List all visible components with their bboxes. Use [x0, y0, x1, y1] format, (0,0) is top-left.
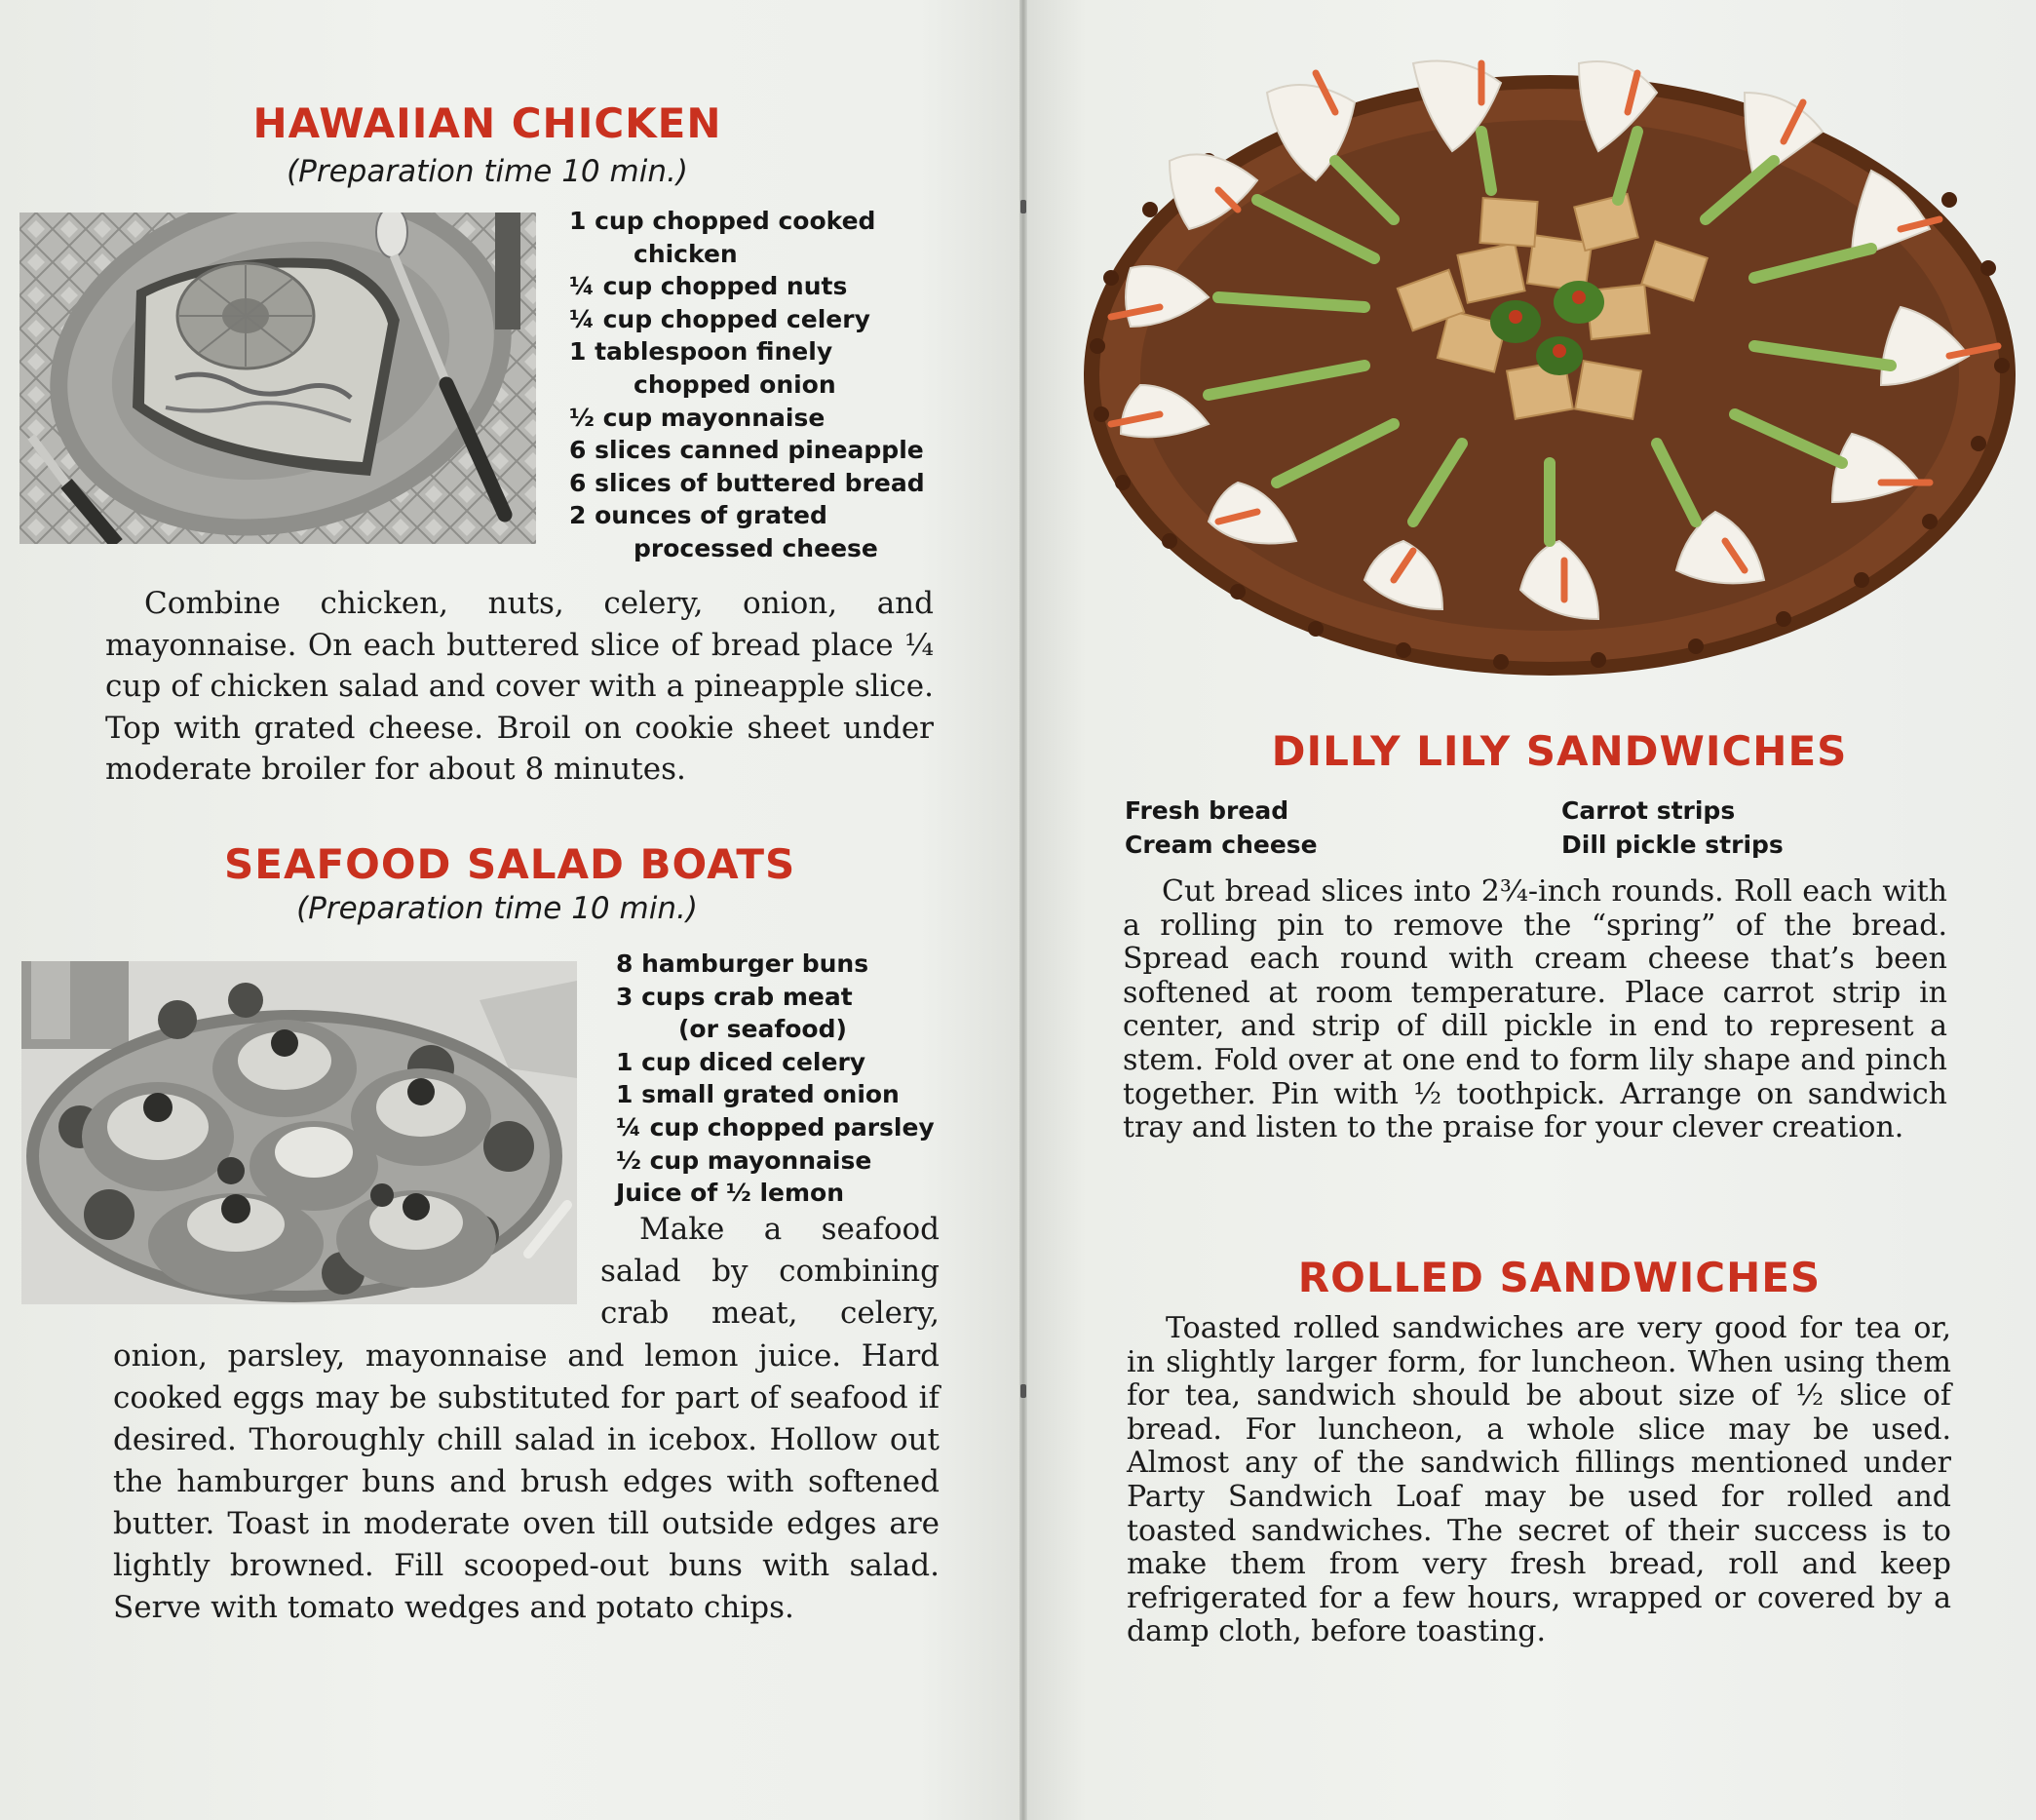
- ingredient-line: 3 cups crab meat: [616, 982, 853, 1011]
- dilly-lily-sandwiches-title: DILLY LILY SANDWICHES: [1271, 727, 1848, 775]
- rolled-sandwiches-title: ROLLED SANDWICHES: [1297, 1254, 1822, 1301]
- ingredient-line: ¼ cup chopped celery: [569, 304, 870, 333]
- hawaiian-chicken-illustration: [19, 213, 536, 544]
- ingredient-line: 1 small grated onion: [616, 1080, 900, 1109]
- ingredient-line: 6 slices canned pineapple: [569, 436, 924, 465]
- rolled-directions: Toasted rolled sandwiches are very good for tea or, in slightly larger form, for luncheon. When using them for tea, sandwich should be about size of ½ slice of bread. For luncheon, a whole slice may be used. Almost any of the sandwich fillings mentioned under Party Sandwich Loaf may be used for rolled and toasted sandwiches. The secret of their success is to make them from very fresh bread, roll and keep refrigerated for a few hours, wrapped or covered by a damp cloth, before toasting.: [1127, 1311, 1951, 1649]
- ingredient-line: (or seafood): [678, 1015, 847, 1044]
- seafood-salad-boats-title: SEAFOOD SALAD BOATS: [224, 840, 796, 888]
- ingredient-line: 1 tablespoon finely: [569, 337, 833, 367]
- dilly-directions: Cut bread slices into 2¾-inch rounds. Roll each with a rolling pin to remove the “spring” of the bread. Spread each round with cream cheese that’s been softened at room temperature. Place carrot strip in center, and strip of dill pickle in end to represent a stem. Fold over at one end to form lily shape and pinch together. Pin with ½ toothpick. Arrange on sandwich tray and listen to the praise for your clever creation.: [1123, 874, 1947, 1145]
- ingredient-line: 1 cup chopped cooked: [569, 207, 876, 235]
- seafood-ingredients: [616, 948, 935, 1210]
- ingredient-line: 6 slices of buttered bread: [569, 468, 925, 497]
- hawaiian-prep-time: (Preparation time 10 min.): [287, 154, 688, 189]
- seafood-directions-part1: Make a seafood salad by combining crab meat, celery,: [600, 1212, 940, 1331]
- ingredient-line: chicken: [634, 239, 738, 268]
- ingredient-line: Cream cheese: [1125, 831, 1318, 859]
- ingredient-line: 8 hamburger buns: [616, 949, 869, 978]
- hawaiian-chicken-photo: [19, 213, 536, 544]
- ingredient-line: ¼ cup chopped nuts: [569, 272, 848, 301]
- ingredient-line: ½ cup mayonnaise: [616, 1145, 872, 1175]
- ingredient-line: chopped onion: [634, 369, 836, 399]
- ingredient-line: ½ cup mayonnaise: [569, 403, 826, 432]
- ingredient-line: Juice of ½ lemon: [616, 1179, 845, 1208]
- dilly-ingredients-right: [1561, 794, 1784, 862]
- seafood-boats-photo: [21, 961, 577, 1304]
- hawaiian-directions: Combine chicken, nuts, celery, onion, and mayonnaise. On each buttered slice of bread place ¼ cup of chicken salad and cover with a pineapple slice. Top with grated cheese. Broil on cookie sheet under moderate broiler for about 8 minutes.: [105, 586, 934, 787]
- hawaiian-ingredients: [569, 205, 925, 565]
- lily-tray-illustration: [1072, 54, 2032, 678]
- ingredient-line: 1 cup diced celery: [616, 1047, 866, 1076]
- seafood-prep-time: (Preparation time 10 min.): [296, 891, 698, 926]
- ingredient-line: ¼ cup chopped parsley: [616, 1112, 935, 1142]
- ingredient-line: Dill pickle strips: [1561, 831, 1784, 859]
- seafood-directions-part2: onion, parsley, mayonnaise and lemon juice. Hard cooked eggs may be substituted for part of seafood if desired. Thoroughly chill salad in icebox. Hollow out the hamburger buns and brush edges with softened butter. Toast in moderate oven till outside edges are lightly browned. Fill scooped-out buns with salad. Serve with tomato wedges and potato chips.: [113, 1338, 940, 1625]
- staple: [1020, 200, 1026, 213]
- book-spine: [1019, 0, 1027, 1820]
- ingredient-line: 2 ounces of grated: [569, 501, 827, 530]
- seafood-boats-illustration: [21, 961, 577, 1304]
- dilly-ingredients-left: [1125, 794, 1318, 862]
- dilly-lily-tray-photo: [1072, 54, 2032, 678]
- ingredient-line: processed cheese: [634, 533, 878, 562]
- staple: [1020, 1384, 1026, 1398]
- ingredient-line: Fresh bread: [1125, 796, 1289, 825]
- hawaiian-chicken-title: HAWAIIAN CHICKEN: [252, 99, 722, 147]
- ingredient-line: Carrot strips: [1561, 796, 1736, 825]
